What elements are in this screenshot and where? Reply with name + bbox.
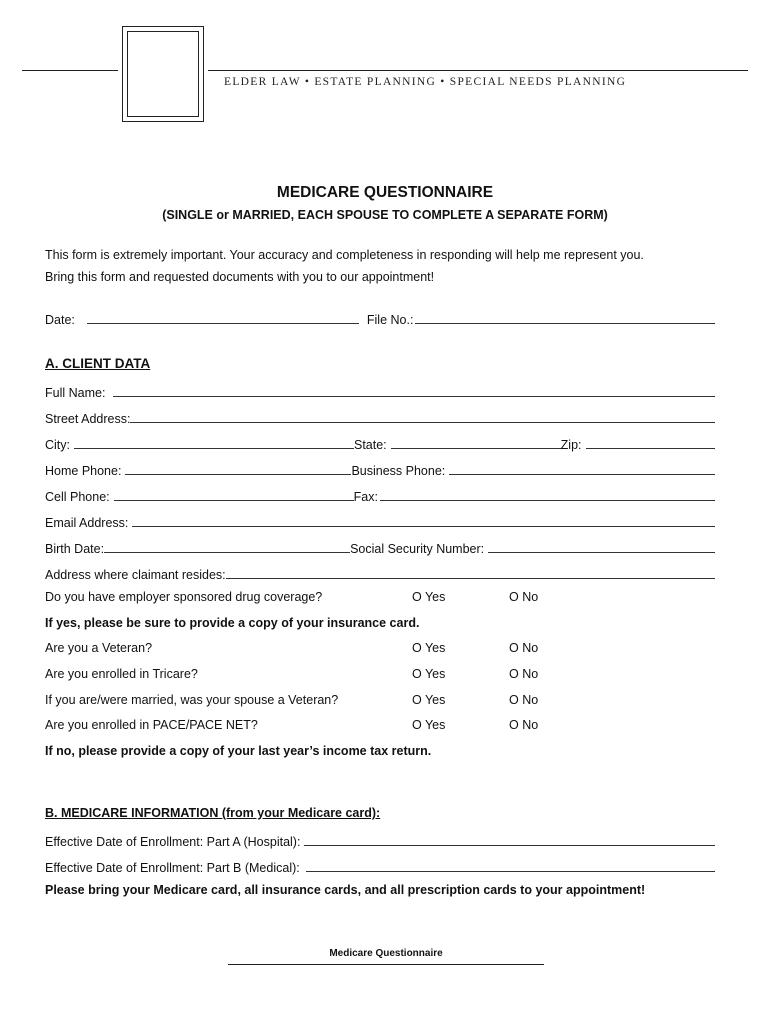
intro-line-1: This form is extremely important. Your accuracy and completeness in responding will help me represent you.: [45, 248, 644, 262]
birth-ssn-row: [45, 538, 717, 556]
logo-frame: [122, 26, 204, 122]
header-rule-left: [22, 70, 118, 71]
footer-title: Medicare Questionnaire: [329, 948, 443, 959]
page-subtitle: (SINGLE or MARRIED, EACH SPOUSE TO COMPLETE A SEPARATE FORM): [162, 208, 608, 222]
state-label: State:: [354, 438, 387, 452]
street-address-field[interactable]: [130, 421, 715, 423]
cell-phone-label: Cell Phone:: [45, 490, 110, 504]
part-a-label: Effective Date of Enrollment: Part A (Hospital):: [45, 835, 301, 849]
email-field[interactable]: [132, 525, 715, 527]
page-title: MEDICARE QUESTIONNAIRE: [276, 184, 494, 201]
city-field[interactable]: [74, 447, 354, 449]
fax-label: Fax:: [353, 490, 378, 504]
phone-row: [45, 460, 717, 478]
ssn-field[interactable]: [488, 551, 715, 553]
pace-no-radio[interactable]: O No: [509, 718, 539, 732]
business-phone-field[interactable]: [449, 473, 715, 475]
veteran-yes-radio[interactable]: O Yes: [412, 641, 446, 655]
spouse-veteran-yes-radio[interactable]: O Yes: [412, 693, 446, 707]
section-b-heading: B. MEDICARE INFORMATION (from your Medicare card):: [45, 806, 381, 820]
header-rule-right: [208, 70, 748, 71]
email-label: Email Address:: [45, 516, 129, 530]
email-row: [45, 512, 717, 530]
date-field[interactable]: [87, 322, 359, 324]
tricare-no-radio[interactable]: O No: [509, 667, 539, 681]
file-no-field[interactable]: [415, 322, 715, 324]
part-b-row: [45, 857, 717, 875]
question-pace: Are you enrolled in PACE/PACE NET?: [45, 718, 258, 732]
question-veteran: Are you a Veteran?: [45, 641, 153, 655]
note-tax-return: If no, please provide a copy of your last year’s income tax return.: [45, 744, 432, 758]
drug-coverage-yes-radio[interactable]: O Yes: [412, 590, 446, 604]
birth-date-field[interactable]: [104, 551, 350, 553]
full-name-field[interactable]: [113, 395, 715, 397]
part-a-field[interactable]: [304, 844, 715, 846]
city-label: City:: [45, 438, 70, 452]
business-phone-label: Business Phone:: [351, 464, 446, 478]
residence-label: Address where claimant resides:: [45, 568, 226, 582]
zip-field[interactable]: [586, 447, 715, 449]
street-address-row: [45, 408, 717, 426]
full-name-label: Full Name:: [45, 386, 106, 400]
date-label: Date:: [45, 313, 75, 327]
pace-yes-radio[interactable]: O Yes: [412, 718, 446, 732]
file-no-label: File No.:: [366, 313, 414, 327]
residence-field[interactable]: [226, 577, 715, 579]
section-a-heading: A. CLIENT DATA: [45, 356, 151, 371]
fax-field[interactable]: [380, 499, 715, 501]
date-file-row: [45, 309, 717, 327]
full-name-row: [45, 382, 717, 400]
question-tricare: Are you enrolled in Tricare?: [45, 667, 198, 681]
cell-fax-row: [45, 486, 717, 504]
tricare-yes-radio[interactable]: O Yes: [412, 667, 446, 681]
spouse-veteran-no-radio[interactable]: O No: [509, 693, 539, 707]
intro-line-2: Bring this form and requested documents with you to our appointment!: [45, 270, 435, 284]
logo-frame-inner: [127, 31, 199, 117]
question-spouse-veteran: If you are/were married, was your spouse a Veteran?: [45, 693, 339, 707]
question-drug-coverage: Do you have employer sponsored drug coverage?: [45, 590, 323, 604]
home-phone-label: Home Phone:: [45, 464, 122, 478]
street-address-label: Street Address:: [45, 412, 131, 426]
ssn-label: Social Security Number:: [350, 542, 485, 556]
part-a-row: [45, 831, 717, 849]
veteran-no-radio[interactable]: O No: [509, 641, 539, 655]
cell-phone-field[interactable]: [114, 499, 354, 501]
state-field[interactable]: [391, 447, 561, 449]
zip-label: Zip:: [560, 438, 582, 452]
part-b-field[interactable]: [306, 870, 715, 872]
residence-row: [45, 564, 717, 582]
part-b-label: Effective Date of Enrollment: Part B (Medical):: [45, 861, 300, 875]
drug-coverage-no-radio[interactable]: O No: [509, 590, 539, 604]
header-tagline: ELDER LAW • ESTATE PLANNING • SPECIAL NEEDS PLANNING: [224, 76, 627, 88]
footer-rule: [228, 964, 544, 965]
city-state-zip-row: [45, 434, 717, 452]
reminder-bring-cards: Please bring your Medicare card, all insurance cards, and all prescription cards to your appointment!: [45, 883, 646, 897]
note-insurance-card: If yes, please be sure to provide a copy of your insurance card.: [45, 616, 420, 630]
home-phone-field[interactable]: [125, 473, 351, 475]
birth-date-label: Birth Date:: [45, 542, 105, 556]
